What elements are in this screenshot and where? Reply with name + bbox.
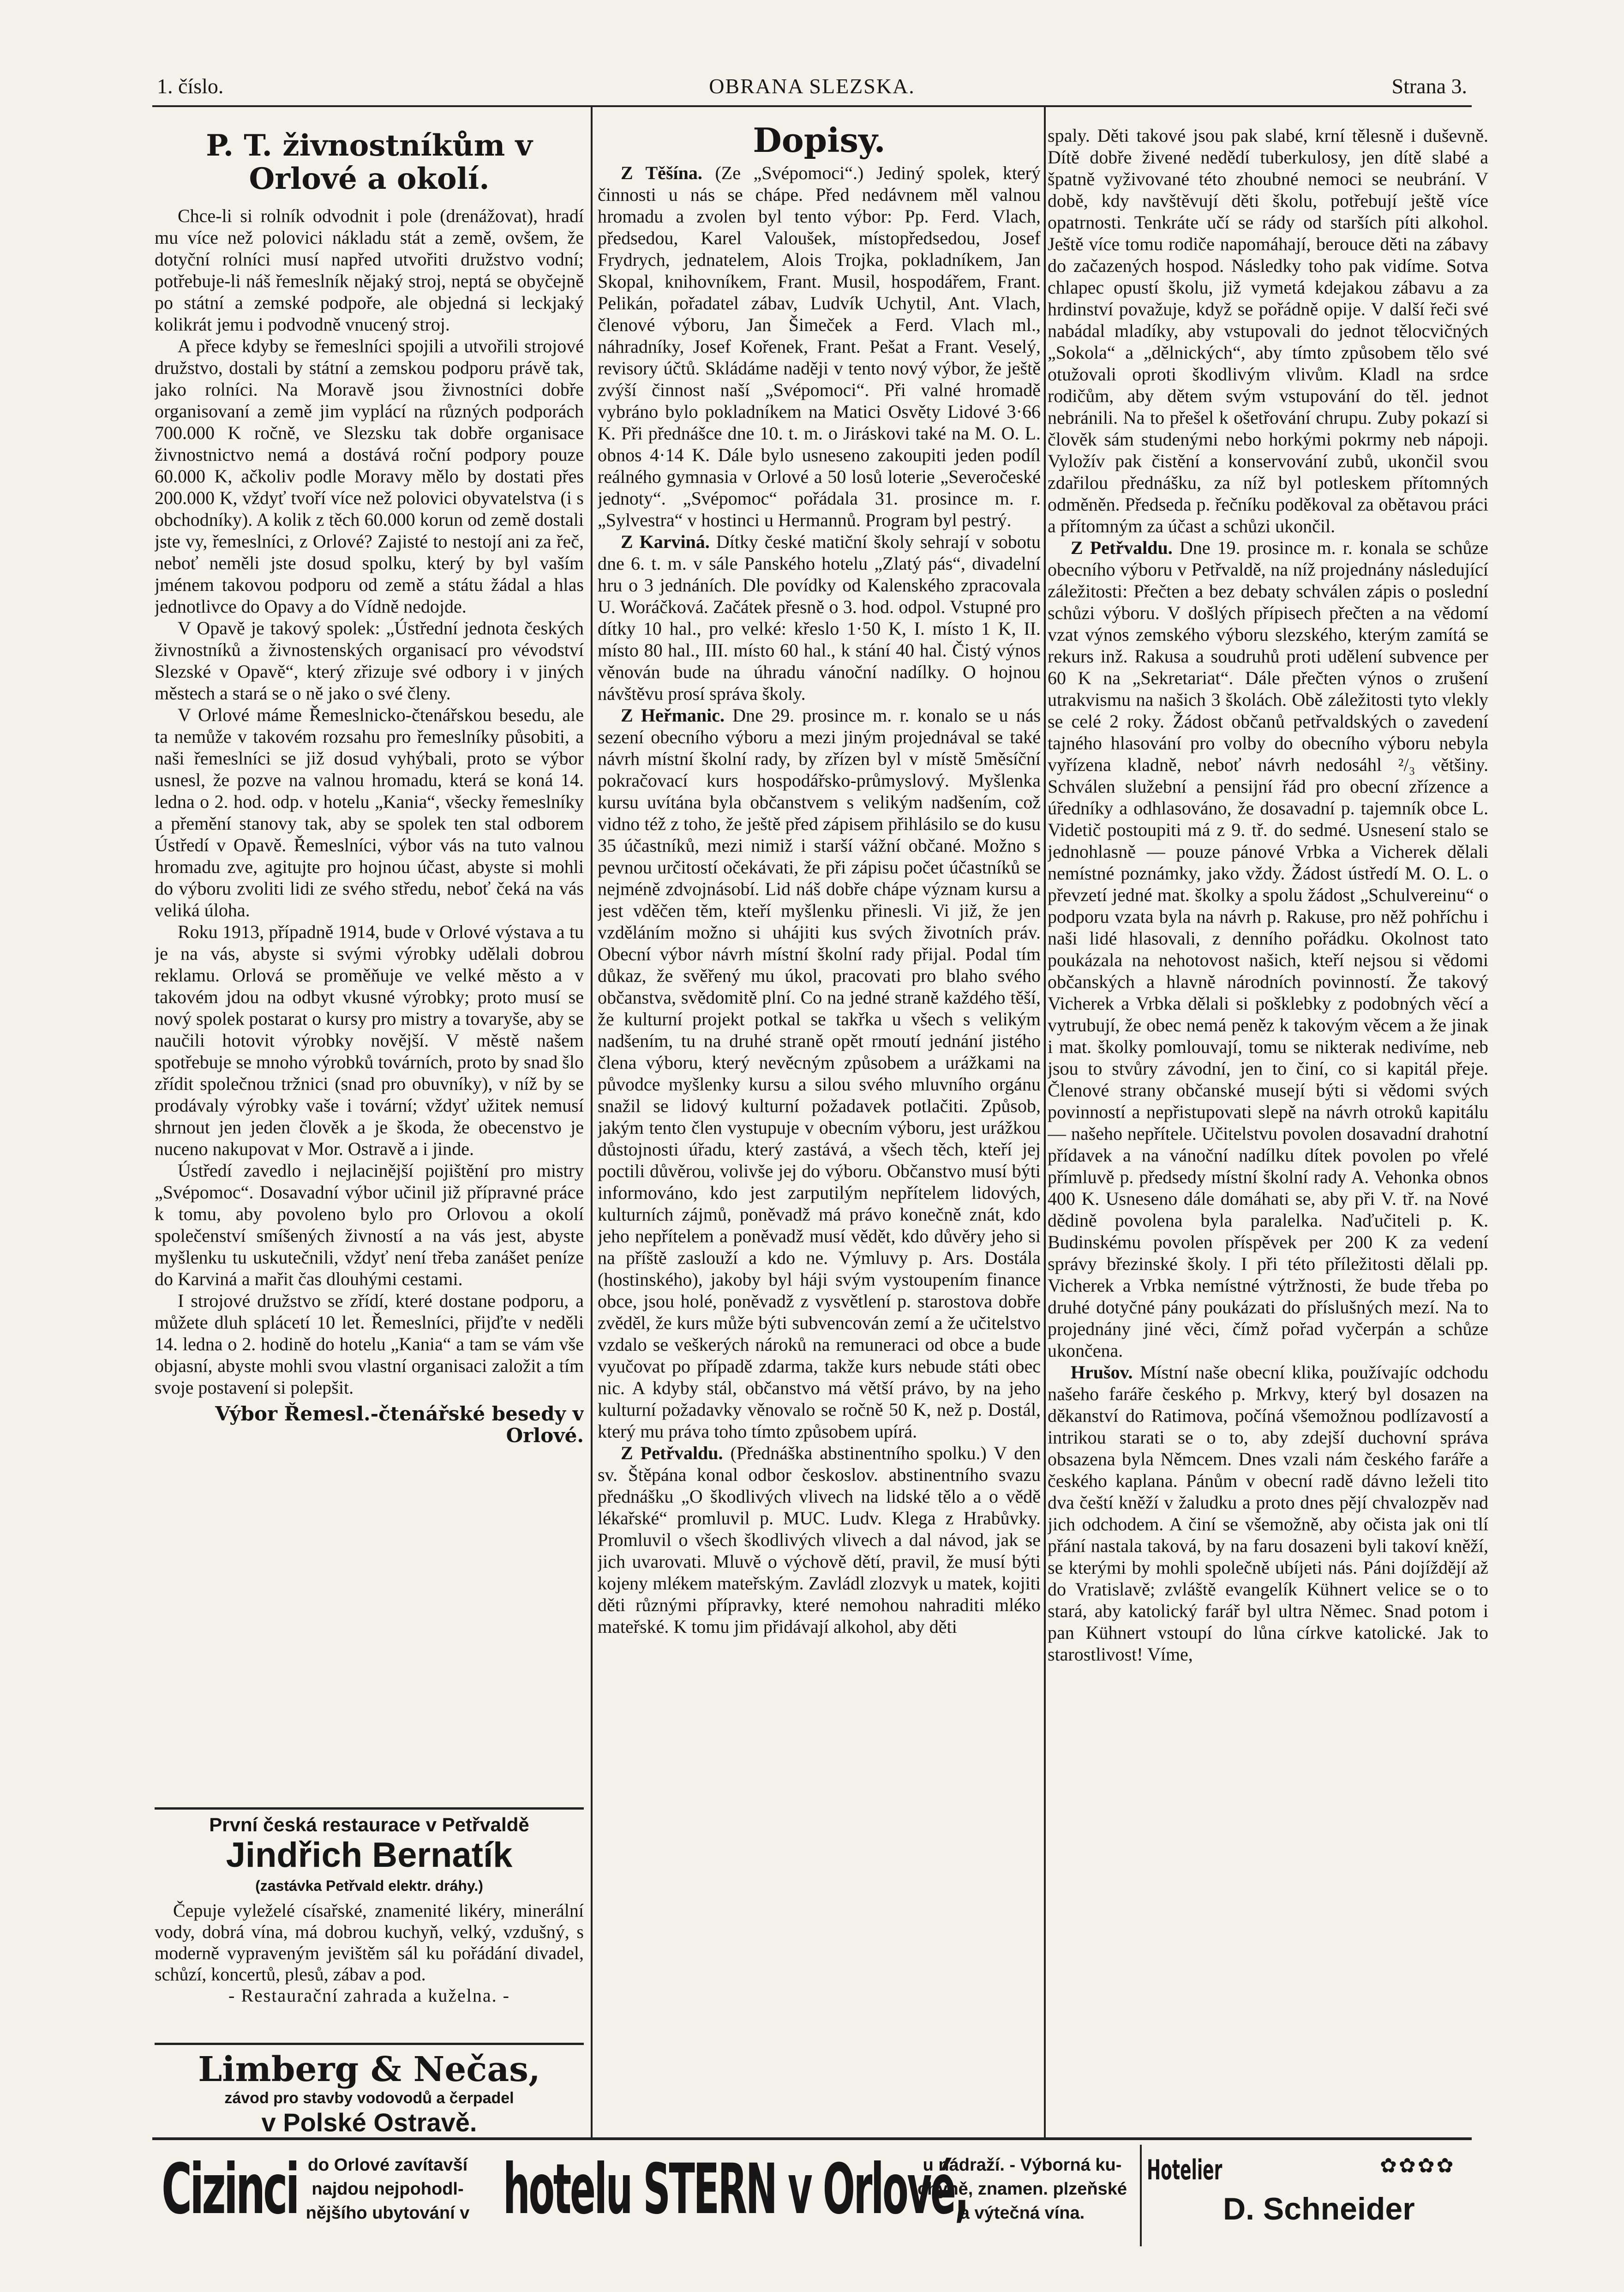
ad-owner-name: Jindřich Bernatík (226, 1835, 513, 1875)
article-signature: Výbor Řemesl.-čtenářské besedy v Orlové. (215, 1402, 584, 1447)
letter-place: Z Petřvaldu. (621, 1443, 723, 1463)
letter-place: Z Karviná. (621, 531, 710, 552)
article-column-1 (155, 125, 584, 1810)
ad-star-icons: ✿✿✿✿ (1380, 2154, 1456, 2178)
ad-cizinci: Cizinci (162, 2149, 298, 2230)
issue-number: 1. číslo. (157, 74, 224, 98)
article-paragraph: Roku 1913, případně 1914, bude v Orlové výstava a tu je na vás, abyste si svými výrobky udělali dobrou reklamu. Orlová se proměňuje ve velké město a v takovém jdou na odbyt vkusné výrobky; proto musí se nový spolek postarat o kursy pro mistry a tovaryše, aby se naučili hotovit výrobky novější. V městě našem spotřebuje se mnoho výrobků továrních, proto by snad šlo zřídit společnou tržnici (snad pro obuvníky), v níž by se prodávaly výrobky vaše i tovární; vždyť užitek nemusí shrnout jen jeden člověk a je škoda, že obecenstvo je nuceno nakupovat v Mor. Ostravě a i jinde. (155, 921, 584, 1159)
ad-restaurant-line: První česká restaurace v Petřvaldě (209, 1814, 529, 1835)
letter-item (1048, 537, 1488, 1361)
article-paragraph: V Orlové máme Řemeslnicko-čtenářskou besedu, ale ta nemůže v takovém rozsahu pro řemeslníky působiti, a naši řemeslníci se již dosud vyhýbali, proto se výbor usnesl, že pozve na valnou hromadu, která se koná 14. ledna o 2. hod. odp. v hotelu „Kania“, všecky řemeslníky a přemění stanovy tak, aby se spolek ten stal odborem Ústředí v Opavě. Řemeslníci, výbor vás na tuto valnou hromadu zve, agitujte pro hojnou účast, abyste si mohli do výboru zvoliti lidi ze svého středu, neboť čeká na vás veliká úloha. (155, 704, 584, 920)
advertisement-bernatik (155, 1807, 584, 2045)
letter-text: Dne 19. prosince m. r. konala se schůze obecního výboru v Petřvaldě, na níž projednány následující záležitosti: Přečten a bez debaty schválen zápis o poslední schůzi výboru. V došlých přípisech přečten a na vědomí vzat výnos zemského výboru slezského, kterým zamítá se rekurs inž. Rakusa a soudruhů proti udělení subvence per 60 K na „Sekretariat“. Dále přečten výnos o zrušení utrakvismu na našich 3 školách. Obě záležitosti tyto vlekly se celé 2 roky. Žádost občanů petřvaldských o zavedení tajného hlasování pro volby do obecního výboru nebyla vyřízena kladně, neboť návrh nedosáhl ²/₃ většiny. Schválen služební a pensijní řád pro obecní zřízence a úředníky a odhlasováno, že dosavadní p. tajemník obce L. Videtič postoupiti má z 9. tř. do sedmé. Usnesení stalo se jednohlasně — pouze pánové Vrbka a Vicherek dělali nemístné poznámky, jako vždy. Žádost ústředí M. O. L. o převzetí jedné mat. školky a spolu žádost „Schulvereinu“ o podporu vzata byla na návrh p. Rakuse, pro něž pohříchu i naši lidé hlasovali, z denního pořádku. Okolnost tato poukázala na nehotovost našich, kteří nejsou si vědomi občanských a hlavně národních povinností. Že takový Vicherek a Vrbka dělali si pošklebky z podobných věcí a vytrubují, že obec nemá peněz k takovým věcem a že jinak i mat. školky pomlouvají, tomu se nikterak nedivíme, neb jsou to stvůry závodní, jen to činí, co si kapitál přeje. Členové strany občanské musejí býti si vědomi svých povinností a nepřistupovati slepě na návrh otroků kapitálu — našeho nepřítele. Učitelstvu povolen dosavadní drahotní přídavek a na vánoční nadílku dítek povolen po vřelé přímluvě p. předsedy místní školní rady A. Vehonka obnos 400 K. Usneseno dále domáhati se, aby při V. tř. na Nové dědině povolena byla paralelka. Naďučiteli p. K. Budinskému povolen příspěvek per 200 K za vedení správy březinské školy. I při této příležitosti dělali pp. Vicherek a Vrbka nemístné výtržnosti, že bude třeba po druhé dotyčné pány poukázati do příslušných mezí. Na to projednány jiné věci, čímž pořad vyčerpán a schůze ukončena. (1048, 537, 1488, 1361)
letter-item (1048, 1361, 1488, 1665)
letter-item (598, 704, 1041, 1442)
letter-item (1048, 125, 1488, 537)
letter-text: Dítky české matiční školy sehrají v sobotu dne 6. t. m. v sále Panského hotelu „Zlatý pás“, divadelní hru o 3 jednáních. Dle povídky od Kalenského zpracovala U. Woráčková. Začátek přesně o 3. hod. odpol. Vstupné pro dítky 10 hal., pro velké: křeslo 1·50 K, I. místo 1 K, II. místo 80 hal., III. místo 60 hal., k stání 40 hal. Čistý výnos věnován bude na úhradu vánoční nadílky. O hojnou návštěvu prosí správa školy. (598, 531, 1041, 704)
ad-line: nějšího ubytování v (306, 2203, 470, 2223)
ad-firm-business: závod pro stavby vodovodů a čerpadel (224, 2089, 514, 2107)
article-paragraph: Ústředí zavedlo i nejlacinější pojištění pro mistry „Svépomoc“. Dosavadní výbor učinil již přípravné práce k tomu, aby povoleno bylo pro Orlovou a okolí společenství smíšených živností a na vás jest, abyste myšlenku tu uskutečnili, vždyť není třeba zanášet peníze do Karviná a mařit čas dlouhými cestami. (155, 1160, 584, 1289)
article-paragraph: V Opavě je takový spolek: „Ústřední jednota českých živnostníků a živnostenských organisací pro vévodství Slezské v Opavě“, který zřizuje své odbory i v jiných městech a stará se o ně jako o své členy. (155, 618, 584, 704)
letter-text: (Ze „Svépomoci“.) Jediný spolek, který činnosti u nás se chápe. Před nedávnem měl valnou hromadu a zvolen byl tento výbor: Pp. Ferd. Vlach, předsedou, Karel Valoušek, místopředsedou, Josef Frydrych, jednatelem, Alois Trojka, pokladníkem, Jan Skopal, knihovníkem, Frant. Musil, hospodářem, Frant. Pelikán, pořadatel zábav, Ludvík Uchytil, Ant. Vlach, členové výboru, Jan Šimeček a Ferd. Vlach ml., náhradníky, Josef Kořenek, Frant. Pešat a Frant. Veselý, revisory účtů. Skládáme naději v tento nový výbor, že ještě zvýší činnost naší „Svépomoci“. Při valné hromadě vybráno bylo pokladníkem na Matici Osvěty Lidové 3·66 K. Při přednášce dne 10. t. m. o Jiráskovi také na M. O. L. obnos 4·14 K. Dále bylo usneseno zakoupiti jeden podíl reálného gymnasia v Orlové a 50 losů loterie „Severočeské jednoty“. „Svépomoc“ pořádala 31. prosince m. r. „Sylvestra“ v hostinci u Hermannů. Program byl pestrý. (598, 162, 1041, 530)
article-paragraph: Chce-li si rolník odvodnit i pole (drenážovat), hradí mu více než polovici nákladu stát a země, ovšem, že dotyční rolníci musí napřed utvořiti družstvo vodní; potřebuje-li náš řemeslník nějaký stroj, neptá se obyčejně po státní a zemské podpoře, ale objedná si leckjaký kolikrát jemu i podvodně vnucený stroj. (155, 205, 584, 335)
ad-text-garden: - Restaurační zahrada a kuželna. - (228, 1985, 510, 2006)
page-number: Strana 3. (1391, 74, 1467, 98)
letter-text: spaly. Děti takové jsou pak slabé, krní tělesně i duševně. Dítě dobře živené nedědí tuberkulosy, jen dítě slabé a špatně vyživované této zhoubné nemoci se neubrání. V době, kdy navštěvují děti školu, potřebují ještě více opatrnosti. Tenkráte učí se rády od starších píti alkohol. Ještě více tomu rodiče napomáhají, berouce děti na zábavy do začazených hospod. Následky toho pak vidíme. Sotva chlapec opustí školu, již vymetá kdejakou zábavu a za hrdinství považuje, když se pořádně opije. V další řeči své nabádal mladíky, aby vstupovali do jednot tělocvičných „Sokola“ a „dělnických“, aby tímto způsobem tělo své otužovali oproti škodlivým vlivům. Kladl na srdce rodičům, aby dětem svým vstupování do těl. jednot nebránili. Na to přešel k ošetřování chrupu. Zuby pokazí si člověk sám studenými nebo horkými pokrmy neb nápoji. Vyložív pak čistění a konservování zubů, ukončil svou zdařilou přednášku, za níž byl potleskem přítomných odměněn. Předseda p. řečníku poděkoval za obětavou práci a přítomným za účast a schůzi ukončil. (1048, 125, 1488, 536)
letter-place: Hrušov. (1071, 1362, 1133, 1383)
ad-line: chyně, znamen. plzeňské (917, 2179, 1127, 2199)
ad-line: u nádraží. - Výborná ku- (923, 2155, 1122, 2175)
advertisement-hotel-stern (152, 2137, 1472, 2256)
article-paragraph: A přece kdyby se řemeslníci spojili a utvořili strojové družstvo, dostali by státní a zemskou podporu právě tak, jako rolníci. Na Moravě jsou živnostníci dobře organisovaní a země jim vyplácí na různých podporách 700.000 K ročně, ve Slezsku tak dobře organisace živnostnictvo nemá a dostává roční podpory pouze 60.000 K, ačkoliv podle Moravy mělo by dostati přes 200.000 K, vždyť tvoří více než polovici obyvatelstva (i s obchodníky). A kolik z těch 60.000 korun od země dostali jste vy, řemeslníci, z Orlové? Zajisté to nestojí ani za řeč, neboť neměli jste dosud spolku, který by byl vaším jménem takovou podporu od země a státu žádal a hlas jednotlivce do Opavy a do Vídně nedojde. (155, 336, 584, 617)
ad-line: najdou nejpohodl- (312, 2179, 464, 2199)
ad-firm-place: v Polské Ostravě. (261, 2108, 477, 2137)
letter-item (598, 162, 1041, 531)
letters-heading: Dopisy. (753, 125, 886, 160)
newspaper-title: OBRANA SLEZSKA. (709, 74, 915, 98)
ad-line: a výtečná vína. (959, 2203, 1085, 2223)
ad-line: do Orlové zavítavší (307, 2155, 468, 2175)
ad-hotel-name: hotelu STERN v Orlové, (503, 2149, 968, 2230)
ad-stop-line: (zastávka Petřvald elektr. dráhy.) (255, 1877, 483, 1894)
letter-text: Dne 29. prosince m. r. konalo se u nás sezení obecního výboru a mezi jiným projednával se také návrh místní školní rady, by zřízen byl v místě 5měsíční pokračovací kurs hospodářsko-průmyslový. Myšlenka kursu uvítána byla občanstvem s velikým nadšením, což vidno též z toho, že ještě před zápisem přihlásilo se do kusu 35 účastníků, mezi nimiž i starší vážní občané. Možno s pevnou určitostí očekávati, že při zápisu počet účastníků se nejméně zdvojnásobí. Lid náš dobře chápe význam kursu a jest vděčen těm, kteří myšlenku přinesli. Vi již, že jen vzděláním možno si uhájiti kus svých životních práv. Obecní výbor návrh místní školní rady přijal. Podal tím důkaz, že svěřený mu úkol, pracovati pro blaho svého občanstva, svědomitě plní. Co na jedné straně každého těší, že kulturní projekt potkal se takřka u všech s velikým nadšením, tu na druhé straně opět rmoutí jednání jistého člena výboru, který nevěcným způsobem a urážkami na původce myšlenky kursu a silou svého mluvního orgánu snažil se lidový kulturní požadavek potlačiti. Způsob, jakým tento člen vystupuje v obecním výboru, jest urážkou důstojnosti úřadu, který zastává, a všech těch, kteří jej poctili důvěrou, volivše jej do výboru. Občanstvo musí býti informováno, kdo jest zarputilým nepřítelem lidových, kulturních zájmů, poněvadž má právo konečně znát, kdo jeho nepřítelem a poněvadž musí vědět, kdo důvěry jeho si na příště zaslouží a kdo ne. Výmluvy p. Ars. Dostála (hostinského), jakoby byl háji svým vystoupením finance obce, jsou holé, poněvadž z vysvětlení p. starostova dobře zvěděl, že kurs může býti subvencován zemí a že učitelstvo vzdalo se veškerých nároků na remuneraci od obce a bude vyučovat po případě zdarma, takže kurs nebude státi obec nic. A kdyby stál, občanstvo má větší právo, by na jeho kulturní požadavky věnovalo se ročně 50 K, než p. Dostál, který mu práva toho tímto způsobem upírá. (598, 705, 1041, 1442)
ad-divider (1140, 2145, 1142, 2246)
page-header (157, 74, 1467, 102)
article-heading: P. T. živnostníkům v Orlové a okolí. (206, 128, 533, 196)
ad-text: Čepuje vyleželé císařské, znamenité likéry, minerální vody, dobrá vína, má dobrou kuchyň, velký, vzdušný, s moderně vypraveným jevištěm sál ku pořádání divadel, schůzí, koncertů, plesů, zábav a pod. (155, 1900, 584, 1985)
column-divider-2 (1044, 107, 1046, 2137)
ad-firm-name: Limberg & Nečas, (198, 2050, 540, 2089)
letters-column-continued (1048, 125, 1488, 2124)
article-paragraph: I strojové družstvo se zřídí, které dostane podporu, a můžete dluh splácetí 10 let. Řemeslníci, přijďte v neděli 14. ledna o 2. hodině do hotelu „Kania“ a tam se vám vše objasní, abyste mohli svou vlastní organisaci založit a tím svoje postavení si polepšit. (155, 1290, 584, 1398)
advertisement-limberg (155, 2043, 584, 2137)
letters-column (598, 125, 1041, 2124)
letter-place: Z Heřmanic. (621, 705, 725, 726)
header-rule (152, 105, 1472, 107)
letter-place: Z Těšína. (621, 162, 702, 183)
letter-item (598, 1442, 1041, 1637)
ad-hotelier: Hotelier (1147, 2154, 1222, 2186)
letter-text: (Přednáška abstinentního spolku.) V den sv. Štěpána konal odbor českoslov. abstinentního svazu přednášku „O škodlivých vlivech na lidské tělo a o vědě lékařské“ promluvil p. MUC. Ludv. Klega z Hrabůvky. Promluvil o všech škodlivých vlivech a dal návod, jak se jich uvarovati. Mluvě o výchově dětí, pravil, že musí býti kojeny mlékem mateřským. Zavládl zlozvyk u matek, kojiti děti různými přípravky, které nemohou nahraditi mléko mateřské. K tomu jim přidávají alkohol, aby děti (598, 1443, 1041, 1637)
letter-item (598, 531, 1041, 704)
ad-owner: D. Schneider (1223, 2191, 1415, 2226)
letter-place: Z Petřvaldu. (1071, 537, 1173, 558)
ad-hotel-text-left (291, 2153, 485, 2225)
letter-text: Místní naše obecní klika, používajíc odchodu našeho faráře českého p. Mrkvy, který byl dosazen na děkanství do Ratimova, počíná všemožnou podlízavostí a intrikou starati se o to, aby zdejší duchovní správa obsazena byla Němcem. Dnes vzali nám českého faráře a českého kaplana. Pánům v obecní radě dávno leželi tito dva čeští kněží v žaludku a proto dnes pějí chvalozpěv nad jich odchodem. A činí se všemožně, aby očista jak oni tlí přání nastala taková, by na faru dosazeni byli takoví kněží, se kterými by mohli společně ubíjeti nás. Páni dojíždějí až do Vratislavě; zvláště evangelík Kühnert velice se o to stará, aby katolický farář byl ultra Němec. Snad potom i pan Kühnert vstoupí do lůna církve katolické. Jak to starostlivost! Víme, (1048, 1362, 1488, 1665)
column-divider-1 (591, 107, 593, 2137)
ad-hotel-text-right (914, 2153, 1131, 2225)
